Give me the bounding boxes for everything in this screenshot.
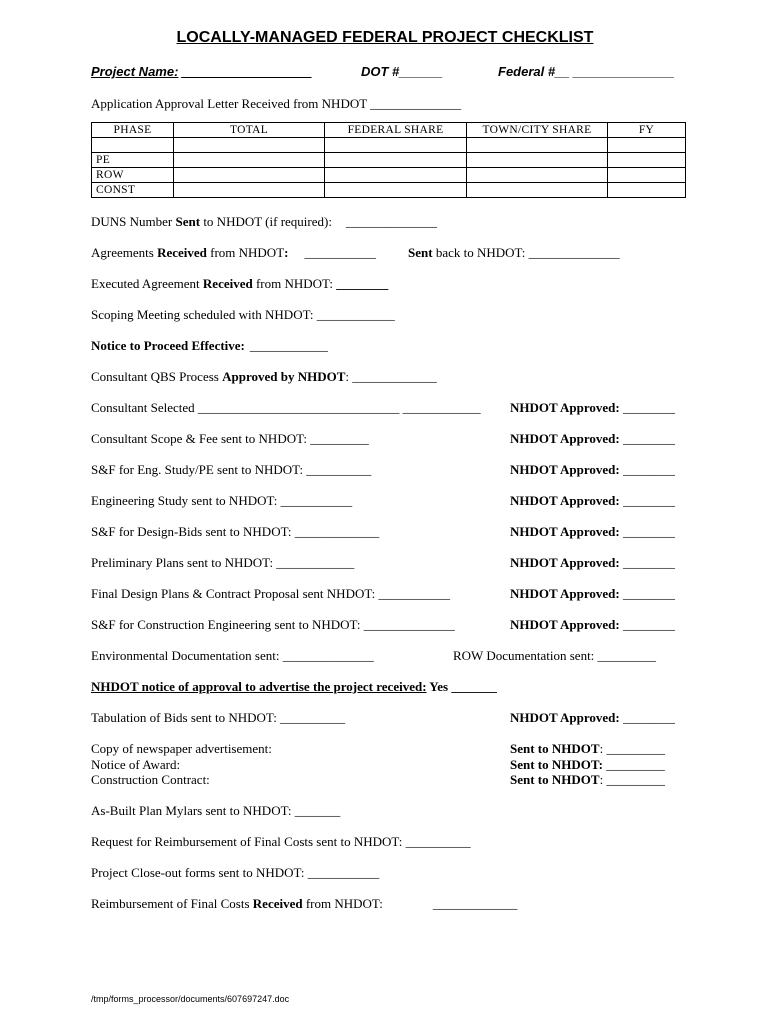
sf-eng-study-line[interactable]: S&F for Eng. Study/PE sent to NHDOT: __________ (91, 462, 372, 477)
executed-text-2: from NHDOT: (252, 276, 337, 291)
reimbursement-received-line[interactable] (91, 896, 517, 912)
page-title: LOCALLY-MANAGED FEDERAL PROJECT CHECKLIST (176, 29, 594, 46)
table-cell[interactable] (467, 138, 608, 153)
sent-back-bold: Sent (408, 245, 433, 260)
advertise-approval-line[interactable] (91, 679, 497, 695)
table-cell[interactable] (325, 168, 467, 183)
sent-to-nhdot-award[interactable] (510, 757, 665, 773)
notice-to-proceed-line[interactable] (91, 338, 328, 354)
phase-table (91, 122, 686, 198)
nhdot-approved-prelim[interactable] (510, 555, 675, 571)
table-cell[interactable] (608, 168, 686, 183)
sent-to-colon: : (599, 741, 604, 756)
sent-to-colon: : (599, 772, 604, 787)
nhdot-approved-label: NHDOT Approved: (510, 555, 620, 570)
nhdot-approved-eng-study[interactable] (510, 493, 675, 509)
row-documentation-line[interactable]: ROW Documentation sent: _________ (453, 648, 657, 663)
sf-design-bids-line[interactable]: S&F for Design-Bids sent to NHDOT: _____________ (91, 524, 380, 539)
agreements-received: Received (157, 245, 207, 260)
nhdot-approved-label: NHDOT Approved: (510, 462, 620, 477)
sent-to-label: Sent to NHDOT (510, 757, 599, 772)
project-name-blank: __ __________ _____ (181, 64, 312, 79)
duns-sent: Sent (175, 214, 201, 229)
sent-to-blank: _________ (602, 757, 665, 772)
preliminary-plans-line[interactable]: Preliminary Plans sent to NHDOT: ____________ (91, 555, 355, 570)
nhdot-approved-tabulation[interactable] (510, 710, 675, 726)
row-label (92, 138, 174, 153)
federal-blank: __ ______________ (555, 64, 675, 79)
nhdot-approved-blank: ________ (619, 555, 675, 570)
table-cell[interactable] (174, 183, 325, 198)
col-phase: PHASE (92, 123, 174, 138)
row-label: PE (92, 153, 174, 168)
table-row (92, 138, 686, 153)
nhdot-approved-blank: ________ (619, 524, 675, 539)
table-cell[interactable] (608, 153, 686, 168)
dot-label: DOT # (361, 64, 400, 79)
sent-to-label: Sent to NHDOT (510, 772, 600, 787)
dot-blank: ______ (399, 64, 443, 79)
project-name-label: Project Name: (91, 64, 179, 79)
nhdot-approved-blank: ________ (619, 431, 675, 446)
duns-line[interactable] (91, 214, 437, 230)
consultant-selected-line[interactable]: Consultant Selected _______________________________ ____________ (91, 400, 481, 415)
nhdot-approved-label: NHDOT Approved: (510, 617, 620, 632)
table-cell[interactable] (174, 138, 325, 153)
ntp-blank: ____________ (249, 338, 328, 353)
agreements-received-line[interactable] (91, 245, 376, 261)
sent-to-nhdot-newspaper[interactable] (510, 741, 665, 757)
nhdot-approved-final-design[interactable] (510, 586, 675, 602)
reimb-received: Received (252, 896, 303, 911)
sent-to-colon: : (598, 757, 603, 772)
table-row (92, 153, 686, 168)
nhdot-approved-sf-construction[interactable] (510, 617, 675, 633)
table-cell[interactable] (174, 153, 325, 168)
scope-fee-line[interactable]: Consultant Scope & Fee sent to NHDOT: _________ (91, 431, 369, 446)
nhdot-approved-scope-fee[interactable] (510, 431, 675, 447)
agreements-text-2: from NHDOT (206, 245, 285, 260)
sent-to-label: Sent to NHDOT (510, 741, 600, 756)
duns-text-2: to NHDOT (if required): (200, 214, 332, 229)
nhdot-approved-blank: ________ (619, 493, 675, 508)
duns-text: DUNS Number (91, 214, 176, 229)
request-reimbursement-line[interactable]: Request for Reimbursement of Final Costs sent to NHDOT: __________ (91, 834, 471, 849)
col-total: TOTAL (174, 123, 325, 138)
scoping-meeting-line[interactable]: Scoping Meeting scheduled with NHDOT: ____________ (91, 307, 395, 322)
newspaper-ad-line[interactable]: Copy of newspaper advertisement: (91, 741, 272, 756)
table-cell[interactable] (325, 153, 467, 168)
tabulation-bids-line[interactable]: Tabulation of Bids sent to NHDOT: __________ (91, 710, 346, 725)
federal-label: Federal # (498, 64, 556, 79)
row-label: ROW (92, 168, 174, 183)
table-header-row (92, 123, 686, 138)
agreements-sent-back-line[interactable] (408, 245, 620, 261)
footer-path: /tmp/forms_processor/documents/607697247.doc (91, 994, 290, 1004)
table-cell[interactable] (467, 183, 608, 198)
table-cell[interactable] (608, 183, 686, 198)
nhdot-approved-label: NHDOT Approved: (510, 400, 620, 415)
nhdot-approved-blank: ________ (619, 462, 675, 477)
nhdot-approved-sf-design[interactable] (510, 524, 675, 540)
table-cell[interactable] (174, 168, 325, 183)
agreements-colon: : (284, 245, 289, 260)
executed-text: Executed Agreement (91, 276, 203, 291)
duns-blank: ______________ (345, 214, 437, 229)
table-cell[interactable] (325, 183, 467, 198)
table-row (92, 183, 686, 198)
nhdot-approved-label: NHDOT Approved: (510, 431, 620, 446)
col-town-city-share: TOWN/CITY SHARE (467, 123, 608, 138)
closeout-forms-line[interactable]: Project Close-out forms sent to NHDOT: ___________ (91, 865, 380, 880)
approval-letter-line[interactable]: Application Approval Letter Received from NHDOT ______________ (91, 96, 462, 111)
qbs-approved: Approved by NHDOT (222, 369, 346, 384)
sf-construction-line[interactable]: S&F for Construction Engineering sent to NHDOT: ______________ (91, 617, 455, 632)
engineering-study-line[interactable]: Engineering Study sent to NHDOT: ___________ (91, 493, 353, 508)
nhdot-approved-label: NHDOT Approved: (510, 493, 620, 508)
nhdot-approved-blank: ________ (619, 617, 675, 632)
ntp-label: Notice to Proceed Effective: (91, 338, 245, 353)
qbs-text: Consultant QBS Process (91, 369, 223, 384)
federal-number-field[interactable] (498, 64, 674, 79)
final-design-line[interactable]: Final Design Plans & Contract Proposal sent NHDOT: ___________ (91, 586, 450, 601)
reimb-text: Reimbursement of Final Costs (91, 896, 253, 911)
reimb-text-2: from NHDOT: (302, 896, 383, 911)
table-row (92, 168, 686, 183)
agreements-blank: ___________ (304, 245, 376, 260)
nhdot-approved-consultant[interactable] (510, 400, 675, 416)
environmental-doc-line[interactable]: Environmental Documentation sent: ______________ (91, 648, 374, 663)
nhdot-approved-blank: ________ (619, 710, 675, 725)
reimb-blank: _____________ (432, 896, 518, 911)
as-built-line[interactable]: As-Built Plan Mylars sent to NHDOT: _______ (91, 803, 341, 818)
table-cell[interactable] (325, 138, 467, 153)
agreements-text: Agreements (91, 245, 158, 260)
executed-received: Received (202, 276, 253, 291)
nhdot-approved-blank: ________ (619, 586, 675, 601)
sent-to-blank: _________ (603, 772, 665, 787)
executed-agreement-line[interactable] (91, 276, 388, 292)
nhdot-approved-blank: ________ (619, 400, 675, 415)
nhdot-approved-label: NHDOT Approved: (510, 524, 620, 539)
advertise-yes: Yes _______ (426, 679, 497, 694)
advertise-label: NHDOT notice of approval to advertise the project received: (91, 679, 427, 694)
nhdot-approved-label: NHDOT Approved: (510, 710, 620, 725)
col-fy: FY (608, 123, 686, 138)
col-federal-share: FEDERAL SHARE (325, 123, 467, 138)
qbs-blank: : _____________ (345, 369, 437, 384)
nhdot-approved-sf-eng[interactable] (510, 462, 675, 478)
dot-number-field[interactable] (361, 64, 443, 79)
nhdot-approved-label: NHDOT Approved: (510, 586, 620, 601)
sent-to-nhdot-contract[interactable] (510, 772, 665, 788)
notice-of-award-line[interactable]: Notice of Award: (91, 757, 181, 772)
project-name-field[interactable] (91, 64, 312, 79)
table-cell[interactable] (467, 168, 608, 183)
table-cell[interactable] (467, 153, 608, 168)
construction-contract-line[interactable]: Construction Contract: (91, 772, 210, 787)
sent-to-blank: _________ (603, 741, 665, 756)
table-cell[interactable] (608, 138, 686, 153)
executed-blank: ________ (336, 276, 389, 291)
row-label: CONST (92, 183, 174, 198)
qbs-process-line[interactable] (91, 369, 437, 385)
sent-back-text: back to NHDOT: ______________ (432, 245, 620, 260)
